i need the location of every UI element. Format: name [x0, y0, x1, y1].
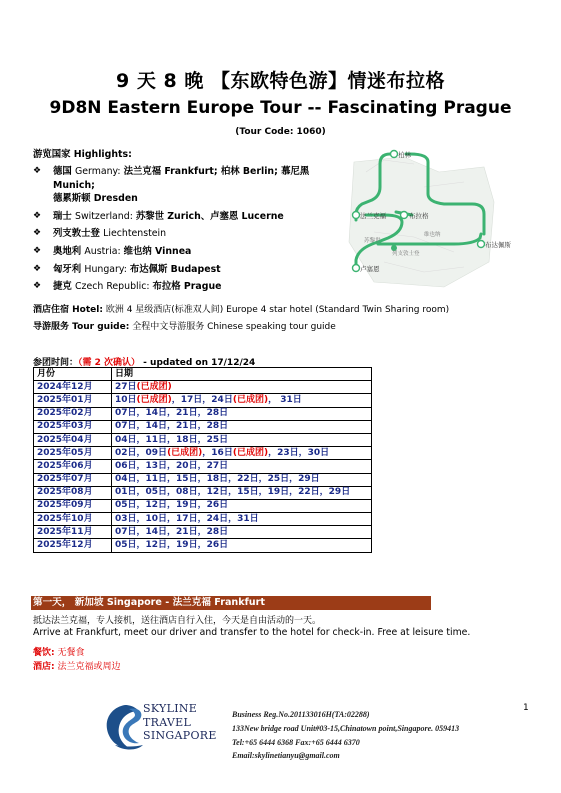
- month-cell: 2025年08月: [34, 486, 112, 499]
- day1-description-cn: 抵达法兰克福，专人接机，送往酒店自行入住，今天是自由活动的一天。: [33, 616, 322, 626]
- day1-meal: 餐饮: 无餐食: [33, 648, 85, 658]
- table-row: [34, 460, 372, 473]
- group-formed-label: (已成团): [136, 394, 172, 405]
- table-row: [34, 407, 372, 420]
- date-text: ， 31日: [268, 394, 302, 405]
- logo-wordmark: SKYLINE TRAVEL SINGAPORE: [143, 702, 217, 742]
- dates-cell: [112, 499, 372, 512]
- month-cell: 2025年12月: [34, 539, 112, 552]
- group-formed-label: (已成团): [232, 447, 269, 458]
- table-row: [34, 473, 372, 486]
- day1-hotel: 酒店: 法兰克福或周边: [33, 662, 121, 672]
- highlight-item-austria: ❖ 奥地利 Austria: 维也纳 Vinnea: [33, 245, 192, 257]
- date-text: 03日，10日，17日，24日，31日: [115, 513, 259, 524]
- month-cell: 2025年05月: [34, 447, 112, 460]
- title-chinese: 9 天 8 晚 【东欧特色游】情迷布拉格: [116, 70, 445, 92]
- date-text: 07日，14日，21日，28日: [115, 526, 229, 537]
- diamond-bullet-icon: ❖: [33, 228, 42, 239]
- date-text: 06日，13日，20日，27日: [115, 460, 229, 471]
- hotel-info: 酒店住宿 Hotel: 欧洲 4 星级酒店(标准双人间) Europe 4 star hotel (Standard Twin Sharing room): [33, 305, 450, 315]
- month-cell: 2025年07月: [34, 473, 112, 486]
- table-row: [34, 526, 372, 539]
- dates-cell: [112, 420, 372, 433]
- month-cell: 2025年02月: [34, 407, 112, 420]
- table-row: [34, 513, 372, 526]
- date-text: 02日，09日: [115, 447, 168, 458]
- highlights-section: [33, 146, 343, 298]
- title-english: 9D8N Eastern Europe Tour -- Fascinating Prague: [49, 98, 512, 118]
- date-text: ，16日: [202, 447, 233, 458]
- table-row: [34, 499, 372, 512]
- map-point: [353, 265, 360, 272]
- dates-cell: [112, 473, 372, 486]
- route-map: [344, 142, 511, 292]
- departure-dates-table: [33, 367, 372, 553]
- group-formed-label: (已成团): [232, 394, 269, 405]
- highlight-item-czech: ❖ 捷克 Czech Republic: 布拉格 Prague: [33, 281, 222, 293]
- month-cell: 2025年09月: [34, 499, 112, 512]
- highlight-item-hungary: ❖ 匈牙利 Hungary: 布达佩斯 Budapest: [33, 263, 221, 275]
- map-label-vienna: 维也纳: [424, 232, 441, 238]
- date-text: 04日，11日，15日，18日，22日，25日，29日: [115, 474, 320, 485]
- dates-cell: [112, 526, 372, 539]
- column-header-date: 日期: [112, 368, 372, 381]
- date-text: 05日，12日，19日，26日: [115, 540, 229, 551]
- map-label-liechtenstein: 列支敦士登: [392, 251, 420, 257]
- month-cell: 2025年06月: [34, 460, 112, 473]
- date-text: ，17日，24日: [171, 394, 233, 405]
- map-label-prague: 布拉格: [409, 212, 429, 220]
- map-point: [478, 241, 485, 248]
- date-text: 07日，14日，21日，28日: [115, 408, 229, 419]
- map-label-lucerne: 卢塞恩: [360, 265, 380, 273]
- tour-code: (Tour Code: 1060): [235, 127, 326, 137]
- day1-title: 第一天， 新加坡 Singapore - 法兰克福 Frankfurt: [31, 596, 431, 610]
- table-row: [34, 394, 372, 407]
- highlight-item-germany: ❖ 德国 Germany: 法兰克福 Frankfurt; 柏林 Berlin; 慕尼黑 Munich; 德累斯顿 Dresden: [33, 166, 310, 205]
- table-row: [34, 539, 372, 552]
- group-formed-label: (已成团): [136, 381, 172, 392]
- table-row: [34, 486, 372, 499]
- dates-cell: [112, 394, 372, 407]
- highlight-item-switzerland: ❖ 瑞士 Switzerland: 苏黎世 Zurich、卢塞恩 Lucerne: [33, 210, 284, 222]
- date-text: 05日，12日，19日，26日: [115, 500, 229, 511]
- diamond-bullet-icon: ❖: [33, 166, 42, 176]
- table-row: [34, 381, 372, 394]
- month-cell: 2025年03月: [34, 420, 112, 433]
- diamond-bullet-icon: ❖: [33, 245, 42, 256]
- column-header-month: 月份: [34, 368, 112, 381]
- guide-info: 导游服务 Tour guide: 全程中文导游服务 Chinese speaking tour guide: [33, 322, 336, 332]
- diamond-bullet-icon: ❖: [33, 281, 42, 292]
- dates-cell: [112, 460, 372, 473]
- map-point: [353, 212, 360, 219]
- map-point: [401, 212, 408, 219]
- dates-cell: [112, 433, 372, 446]
- highlights-title: 游览国家 Highlights:: [33, 149, 132, 160]
- map-label-frankfurt: 法兰克福: [360, 212, 386, 220]
- day1-description-en: Arrive at Frankfurt, meet our driver and transfer to the hotel for check-in. Free at leisure time.: [33, 627, 471, 638]
- date-text: 07日，14日，21日，28日: [115, 421, 229, 432]
- dates-cell: [112, 486, 372, 499]
- month-cell: 2024年12月: [34, 381, 112, 394]
- map-point: [391, 151, 398, 158]
- diamond-bullet-icon: ❖: [33, 263, 42, 274]
- company-details: Business Reg.No.201133016H(TA:02288) 133New bridge road Unit#03-15,Chinatown point,Singapore. 059413 Tel:+65 6444 6368 Fax:+65 6444 6370 Email:skylinetianyu@gmail.com: [232, 710, 460, 761]
- month-cell: 2025年11月: [34, 526, 112, 539]
- map-label-berlin: 柏林: [398, 151, 411, 159]
- table-row: [34, 433, 372, 446]
- date-text: 10日: [115, 394, 137, 405]
- month-cell: 2025年10月: [34, 513, 112, 526]
- table-row: [34, 447, 372, 460]
- page-number: 1: [523, 703, 529, 713]
- group-formed-label: (已成团): [167, 447, 203, 458]
- dates-cell: [112, 407, 372, 420]
- dates-cell: [112, 447, 372, 460]
- dates-cell: [112, 539, 372, 552]
- date-text: 27日: [115, 381, 137, 392]
- table-row: [34, 420, 372, 433]
- date-text: 01日，05日，08日，12日，15日，19日，22日，29日: [115, 487, 351, 498]
- departure-dates-heading: 参团时间：（需 2 次确认） - updated on 17/12/24: [33, 358, 256, 368]
- table-header-row: [34, 368, 372, 381]
- highlight-item-liechtenstein: ❖ 列支敦士登 Liechtenstein: [33, 228, 167, 240]
- map-label-budapest: 布达佩斯: [485, 241, 511, 249]
- dates-cell: [112, 381, 372, 394]
- date-text: ，23日，30日: [268, 447, 330, 458]
- month-cell: 2025年04月: [34, 433, 112, 446]
- date-text: 04日，11日，18日，25日: [115, 434, 229, 445]
- diamond-bullet-icon: ❖: [33, 210, 42, 221]
- month-cell: 2025年01月: [34, 394, 112, 407]
- map-label-zurich: 苏黎世: [364, 238, 381, 244]
- dates-cell: [112, 513, 372, 526]
